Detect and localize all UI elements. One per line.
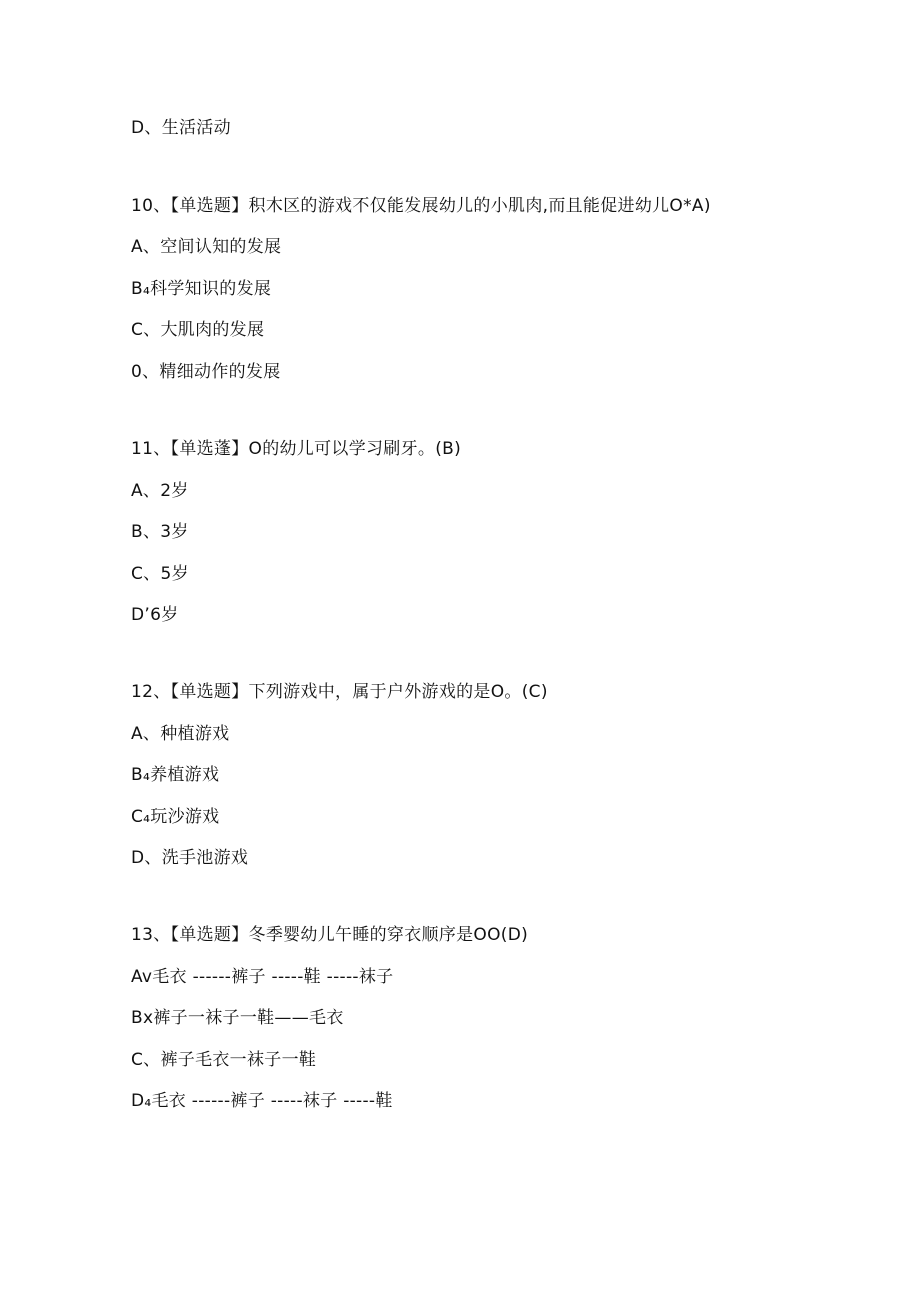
option-q11-b: B、3岁	[131, 522, 189, 542]
option-q12-a: A、种植游戏	[131, 724, 230, 744]
option-q13-c: C、裤子毛衣一袜子一鞋	[131, 1050, 317, 1070]
option-q12-c: C₄玩沙游戏	[131, 807, 220, 827]
question-13: 13、【单选题】冬季婴幼儿午睡的穿衣顺序是OO(D)	[131, 925, 529, 945]
option-q11-c: C、5岁	[131, 564, 189, 584]
option-q10-d: 0、精细动作的发展	[131, 362, 281, 382]
option-q13-b: Bx裤子一袜子一鞋——毛衣	[131, 1008, 344, 1028]
option-q11-d: D’6岁	[131, 605, 179, 625]
question-11: 11、【单选蓬】O的幼儿可以学习刷牙。(B)	[131, 439, 462, 459]
option-q10-b: B₄科学知识的发展	[131, 279, 272, 299]
option-q10-a: A、空间认知的发展	[131, 237, 282, 257]
option-q13-d: D₄毛衣 ------裤子 -----袜子 -----鞋	[131, 1091, 393, 1111]
question-10: 10、【单选题】积木区的游戏不仅能发展幼儿的小肌肉,而且能促进幼儿O*A)	[131, 196, 711, 216]
option-q9-d: D、生活活动	[131, 118, 231, 138]
option-q12-d: D、洗手池游戏	[131, 848, 249, 868]
option-q12-b: B₄养植游戏	[131, 765, 220, 785]
option-q10-c: C、大肌肉的发展	[131, 320, 265, 340]
option-q13-a: Av毛衣 ------裤子 -----鞋 -----袜子	[131, 967, 394, 987]
option-q11-a: A、2岁	[131, 481, 189, 501]
question-12: 12、【单选题】下列游戏中，属于户外游戏的是O。(C)	[131, 682, 548, 702]
